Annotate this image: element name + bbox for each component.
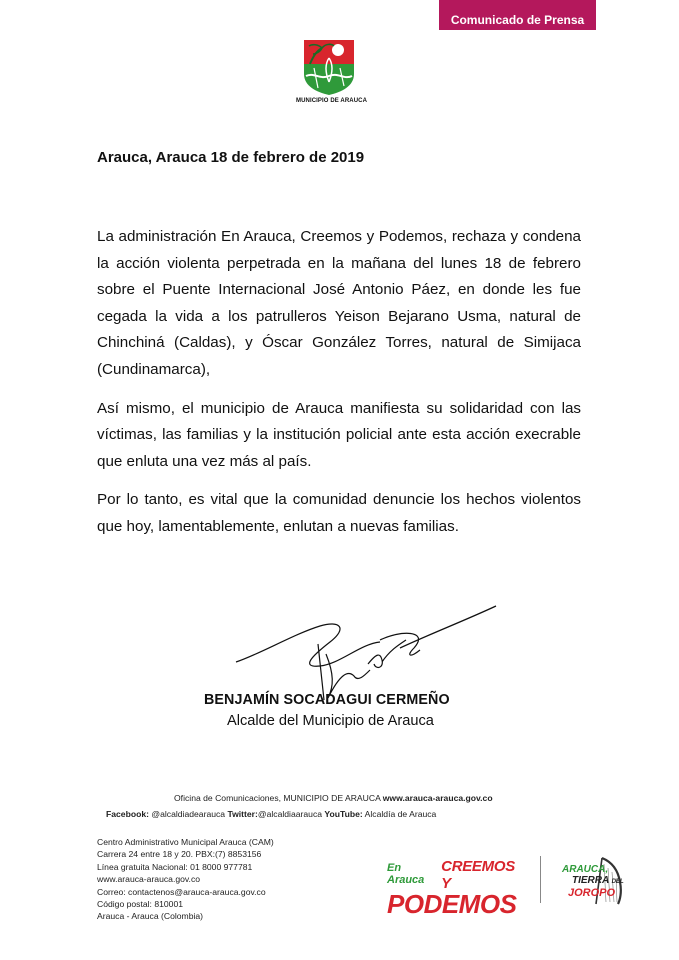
address-line: Arauca - Arauca (Colombia) — [97, 911, 204, 922]
address-block — [97, 836, 274, 923]
address-line: Centro Administrativo Municipal Arauca (CAM) — [97, 837, 274, 847]
campaign-prefix: En Arauca — [387, 862, 425, 886]
campaign-top-line — [387, 858, 522, 892]
address-line: Código postal: 810001 — [97, 899, 184, 910]
facebook-handle[interactable]: @alcaldiadearauca — [148, 809, 228, 819]
campaign-podemos: PODEMOS — [387, 889, 517, 919]
twitter-handle[interactable]: @alcaldiaarauca — [257, 809, 325, 819]
address-line: Línea gratuita Nacional: 01 8000 977781 — [97, 861, 253, 872]
facebook-label: Facebook: — [106, 809, 149, 819]
press-release-tag — [439, 0, 596, 30]
address-email[interactable]: Correo: contactenos@arauca-arauca.gov.co — [97, 886, 266, 897]
tierra-arauca: ARAUCA, — [562, 864, 609, 875]
municipality-logo — [296, 38, 368, 104]
signer-role: Alcalde del Municipio de Arauca — [227, 713, 434, 729]
logo-caption: MUNICIPIO DE ARAUCA — [296, 98, 368, 104]
tierra-del: DEL — [611, 879, 624, 885]
tierra-text — [562, 864, 624, 899]
tierra-word: TIERRA — [572, 875, 609, 886]
letter-date: Arauca, Arauca 18 de febrero de 2019 — [97, 149, 365, 166]
youtube-label: YouTube: — [324, 809, 363, 819]
paragraph: Así mismo, el municipio de Arauca manifiesta su solidaridad con las víctimas, las familias y la institución policial ante esta acción execrable que enluta una vez más al país. — [97, 399, 581, 470]
paragraph: Por lo tanto, es vital que la comunidad denuncie los hechos violentos que hoy, lamentablemente, enlutan a nuevas familias. — [97, 491, 581, 535]
press-release-label: Comunicado de Prensa — [450, 13, 585, 27]
logo-divider — [540, 856, 541, 903]
letter-body — [97, 224, 581, 553]
office-line — [174, 793, 493, 803]
campaign-creemos: CREEMOS Y — [441, 858, 515, 892]
twitter-label: Twitter: — [227, 809, 258, 819]
office-text: Oficina de Comunicaciones, MUNICIPIO DE ARAUCA — [174, 793, 383, 803]
tierra-joropo: JOROPO — [568, 887, 616, 899]
campaign-logo — [387, 858, 522, 919]
signer-name: BENJAMÍN SOCADAGUI CERMEÑO — [204, 692, 450, 708]
office-url[interactable]: www.arauca-arauca.gov.co — [382, 793, 493, 803]
youtube-channel[interactable]: Alcaldía de Arauca — [362, 809, 437, 819]
social-line — [106, 809, 436, 819]
municipality-shield-icon — [300, 38, 358, 96]
address-line: Carrera 24 entre 18 y 20. PBX:(7) 8853156 — [97, 849, 262, 860]
paragraph: La administración En Arauca, Creemos y Podemos, rechaza y condena la acción violenta perpetrada en la mañana del lunes 18 de febrero sobre el Puente Internacional José Antonio Páez, en donde les fue cegada la vida a los patrulleros Yeison Bejarano Usma, natural de Chinchiná (Caldas), y Óscar González Torres, natural de Simijaca (Cundinamarca), — [97, 228, 581, 378]
address-website[interactable]: www.arauca-arauca.gov.co — [97, 874, 201, 885]
